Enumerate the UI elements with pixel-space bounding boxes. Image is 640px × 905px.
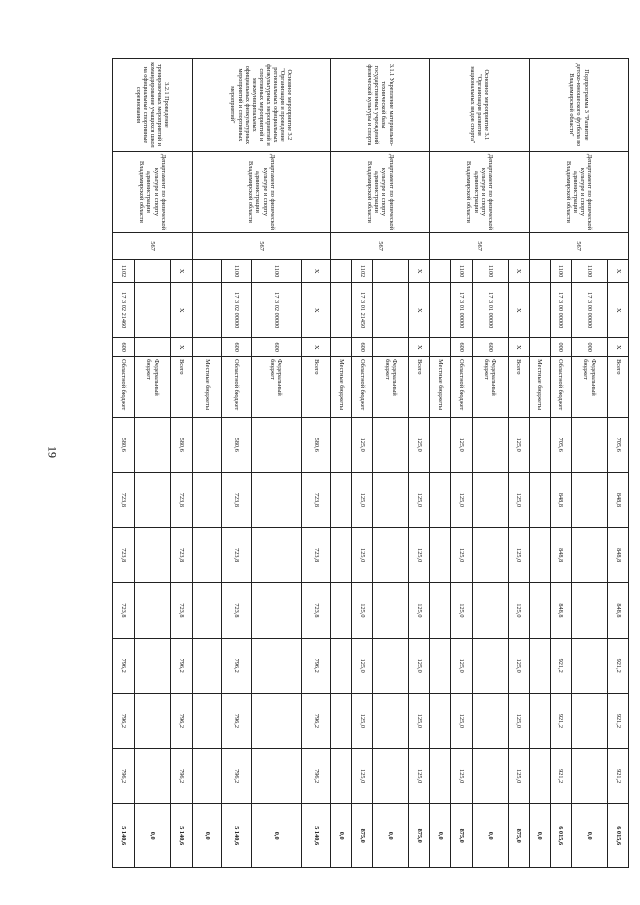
year-value-cell [529, 749, 550, 804]
rzpr-cell: 1100 [550, 260, 571, 283]
vr-cell [373, 338, 409, 357]
year-value-cell [373, 693, 409, 748]
executor-cell: Департамент по физической культуре и спорту администрации Владимирской области [113, 151, 193, 232]
year-value-cell: 921,2 [550, 749, 571, 804]
rzpr-cell: X [607, 260, 628, 283]
funding-source-cell: Всего [508, 357, 529, 417]
funding-source-cell: Областной бюджет [352, 357, 373, 417]
year-value-cell [192, 472, 221, 527]
csr-cell: X [171, 283, 192, 338]
budget-table-body [113, 59, 629, 868]
rzpr-cell: 1100 [222, 260, 251, 283]
year-value-cell: 125,0 [451, 528, 472, 583]
year-value-cell [373, 749, 409, 804]
vr-cell: 600 [472, 338, 508, 357]
year-value-cell: 125,0 [409, 472, 430, 527]
vr-cell [529, 338, 550, 357]
year-value-cell [331, 472, 352, 527]
rzpr-cell [373, 260, 409, 283]
year-value-cell [134, 749, 171, 804]
year-value-cell: 580,6 [113, 417, 135, 472]
year-value-cell: 723,8 [171, 528, 192, 583]
rzpr-cell: X [171, 260, 192, 283]
year-value-cell: 921,2 [607, 749, 628, 804]
year-value-cell [251, 472, 301, 527]
year-value-cell [430, 472, 451, 527]
year-value-cell: 705,6 [607, 417, 628, 472]
rzpr-cell: X [409, 260, 430, 283]
year-value-cell [331, 417, 352, 472]
year-value-cell: 796,2 [113, 749, 135, 804]
year-value-cell: 125,0 [352, 693, 373, 748]
year-value-cell: 796,2 [113, 693, 135, 748]
year-value-cell: 125,0 [508, 472, 529, 527]
program-name-cell: Подпрограмма 3 "Развитие детско-юношеского футбола во Владимирской области" [529, 59, 628, 152]
year-value-cell: 848,8 [550, 528, 571, 583]
year-value-cell: 796,2 [301, 693, 330, 748]
year-value-cell: 921,2 [607, 693, 628, 748]
year-value-cell: 848,8 [607, 583, 628, 638]
year-value-cell: 125,0 [409, 417, 430, 472]
year-value-cell: 125,0 [508, 528, 529, 583]
year-value-cell [430, 638, 451, 693]
vr-cell: X [607, 338, 628, 357]
year-value-cell: 921,2 [607, 638, 628, 693]
total-value-cell: 5 140,6 [301, 804, 330, 868]
year-value-cell: 125,0 [409, 749, 430, 804]
csr-cell: 17 3 00 00000 [550, 283, 571, 338]
year-value-cell [192, 638, 221, 693]
csr-cell: 17 3 01 21450 [352, 283, 373, 338]
rzpr-cell: 1100 [571, 260, 607, 283]
executor-cell: Департамент по физической культуре и спорту администрации Владимирской области [192, 151, 330, 232]
year-value-cell: 125,0 [451, 417, 472, 472]
year-value-cell [472, 528, 508, 583]
year-value-cell [251, 693, 301, 748]
total-value-cell: 5 140,6 [171, 804, 192, 868]
csr-cell: 17 3 00 00000 [571, 283, 607, 338]
csr-cell [192, 283, 221, 338]
year-value-cell [251, 638, 301, 693]
year-value-cell [373, 417, 409, 472]
year-value-cell [472, 749, 508, 804]
year-value-cell [571, 528, 607, 583]
year-value-cell [134, 583, 171, 638]
year-value-cell: 580,6 [222, 417, 251, 472]
total-value-cell: 0,0 [430, 804, 451, 868]
page-number: 19 [45, 446, 60, 458]
funding-source-cell: Всего [171, 357, 192, 417]
csr-cell [430, 283, 451, 338]
year-value-cell: 125,0 [508, 417, 529, 472]
vr-cell: 600 [113, 338, 135, 357]
vr-cell [134, 338, 171, 357]
year-value-cell [373, 638, 409, 693]
year-value-cell: 125,0 [409, 583, 430, 638]
total-value-cell: 0,0 [331, 804, 352, 868]
total-value-cell: 875,0 [409, 804, 430, 868]
vr-cell: 600 [352, 338, 373, 357]
csr-cell [373, 283, 409, 338]
year-value-cell: 125,0 [409, 693, 430, 748]
vr-cell: 600 [222, 338, 251, 357]
rzpr-cell: 1100 [451, 260, 472, 283]
funding-source-cell: Федеральный бюджет [373, 357, 409, 417]
grbs-cell: 567 [113, 233, 193, 260]
year-value-cell [529, 583, 550, 638]
rzpr-cell: X [301, 260, 330, 283]
year-value-cell: 796,2 [222, 749, 251, 804]
year-value-cell [192, 528, 221, 583]
total-value-cell: 875,0 [352, 804, 373, 868]
year-value-cell: 125,0 [451, 749, 472, 804]
year-value-cell [331, 749, 352, 804]
year-value-cell: 125,0 [352, 638, 373, 693]
year-value-cell: 125,0 [352, 417, 373, 472]
total-value-cell: 0,0 [251, 804, 301, 868]
year-value-cell [331, 583, 352, 638]
funding-source-cell: Федеральный бюджет [134, 357, 171, 417]
table-row [171, 59, 192, 868]
rzpr-cell: 1102 [352, 260, 373, 283]
csr-cell: 17 3 02 21460 [113, 283, 135, 338]
total-value-cell: 0,0 [571, 804, 607, 868]
year-value-cell: 796,2 [301, 749, 330, 804]
year-value-cell: 125,0 [352, 583, 373, 638]
grbs-cell: 567 [192, 233, 330, 260]
year-value-cell [472, 472, 508, 527]
rzpr-cell [430, 260, 451, 283]
csr-cell: 17 3 01 00000 [451, 283, 472, 338]
rzpr-cell: 1100 [251, 260, 301, 283]
year-value-cell: 125,0 [409, 638, 430, 693]
year-value-cell: 848,8 [607, 472, 628, 527]
year-value-cell: 796,2 [301, 638, 330, 693]
year-value-cell [571, 583, 607, 638]
year-value-cell: 125,0 [451, 693, 472, 748]
table-row [301, 59, 330, 868]
total-value-cell: 0,0 [134, 804, 171, 868]
year-value-cell [529, 638, 550, 693]
year-value-cell [430, 583, 451, 638]
year-value-cell [331, 638, 352, 693]
vr-cell: X [301, 338, 330, 357]
vr-cell: X [409, 338, 430, 357]
executor-cell: Департамент по физической культуре и спорту администрации Владимирской области [529, 151, 628, 232]
year-value-cell: 125,0 [451, 472, 472, 527]
year-value-cell: 125,0 [508, 583, 529, 638]
table-row [508, 59, 529, 868]
funding-source-cell: Всего [607, 357, 628, 417]
total-value-cell: 0,0 [472, 804, 508, 868]
year-value-cell: 723,8 [222, 528, 251, 583]
program-name-cell: Основное мероприятие 3.1 "Организация развития национальных видов спорта" [430, 59, 529, 152]
year-value-cell [134, 528, 171, 583]
program-name-cell: 3.1.1 Укрепление материально-технической базы государственных учреждений физической культуры и спорта [331, 59, 430, 152]
year-value-cell [430, 749, 451, 804]
year-value-cell: 580,6 [171, 417, 192, 472]
rzpr-cell: 1100 [472, 260, 508, 283]
year-value-cell: 723,8 [301, 472, 330, 527]
funding-source-cell: Федеральный бюджет [251, 357, 301, 417]
csr-cell: X [409, 283, 430, 338]
vr-cell [331, 338, 352, 357]
year-value-cell [373, 528, 409, 583]
budget-table [112, 58, 629, 868]
grbs-cell: 567 [430, 233, 529, 260]
funding-source-cell: Областной бюджет [550, 357, 571, 417]
vr-cell [192, 338, 221, 357]
year-value-cell [571, 417, 607, 472]
total-value-cell: 0,0 [373, 804, 409, 868]
year-value-cell [134, 417, 171, 472]
total-value-cell: 6 015,6 [550, 804, 571, 868]
rzpr-cell [134, 260, 171, 283]
year-value-cell: 125,0 [352, 749, 373, 804]
year-value-cell: 723,8 [113, 528, 135, 583]
funding-source-cell: Всего [301, 357, 330, 417]
csr-cell: X [607, 283, 628, 338]
total-value-cell: 0,0 [529, 804, 550, 868]
year-value-cell: 125,0 [352, 472, 373, 527]
year-value-cell [529, 528, 550, 583]
year-value-cell [472, 638, 508, 693]
funding-source-cell: Всего [409, 357, 430, 417]
year-value-cell: 723,8 [113, 583, 135, 638]
year-value-cell [430, 693, 451, 748]
year-value-cell: 848,8 [550, 472, 571, 527]
year-value-cell: 796,2 [171, 693, 192, 748]
year-value-cell: 580,6 [301, 417, 330, 472]
executor-cell: Департамент по физической культуре и спорту администрации Владимирской области [430, 151, 529, 232]
grbs-cell: 567 [529, 233, 628, 260]
total-value-cell: 0,0 [192, 804, 221, 868]
year-value-cell: 848,8 [550, 583, 571, 638]
funding-source-cell: Областной бюджет [451, 357, 472, 417]
vr-cell: X [508, 338, 529, 357]
year-value-cell: 723,8 [222, 472, 251, 527]
year-value-cell: 705,6 [550, 417, 571, 472]
year-value-cell: 125,0 [508, 693, 529, 748]
year-value-cell [472, 583, 508, 638]
year-value-cell: 848,8 [607, 528, 628, 583]
csr-cell: X [301, 283, 330, 338]
year-value-cell [571, 693, 607, 748]
year-value-cell: 125,0 [451, 638, 472, 693]
total-value-cell: 875,0 [451, 804, 472, 868]
rotated-table-wrapper [112, 58, 629, 868]
csr-cell: X [508, 283, 529, 338]
year-value-cell [251, 417, 301, 472]
vr-cell: X [171, 338, 192, 357]
csr-cell [529, 283, 550, 338]
year-value-cell: 125,0 [409, 528, 430, 583]
year-value-cell [529, 472, 550, 527]
csr-cell [134, 283, 171, 338]
year-value-cell [331, 693, 352, 748]
year-value-cell: 723,8 [113, 472, 135, 527]
total-value-cell: 5 140,6 [113, 804, 135, 868]
funding-source-cell: Местные бюджеты [331, 357, 352, 417]
year-value-cell [251, 528, 301, 583]
year-value-cell [571, 472, 607, 527]
vr-cell: 000 [571, 338, 607, 357]
year-value-cell [571, 749, 607, 804]
csr-cell: 17 3 02 00000 [251, 283, 301, 338]
csr-cell [331, 283, 352, 338]
year-value-cell: 723,8 [301, 583, 330, 638]
year-value-cell [331, 528, 352, 583]
rzpr-cell: 1102 [113, 260, 135, 283]
year-value-cell: 796,2 [171, 638, 192, 693]
funding-source-cell: Областной бюджет [113, 357, 135, 417]
total-value-cell: 875,0 [508, 804, 529, 868]
year-value-cell [373, 472, 409, 527]
year-value-cell [192, 583, 221, 638]
program-name-cell: Основное мероприятие 3.2 "Организация и проведение региональных официальных физкультурных мероприятий и спортивных мероприятий и межмуниципальных официальных физкультурных мероприятий и спортивных мероприятий" [192, 59, 330, 152]
year-value-cell: 125,0 [451, 583, 472, 638]
year-value-cell: 796,2 [222, 693, 251, 748]
year-value-cell: 723,8 [171, 472, 192, 527]
rzpr-cell: X [508, 260, 529, 283]
funding-source-cell: Местные бюджеты [430, 357, 451, 417]
year-value-cell [571, 638, 607, 693]
total-value-cell: 5 140,6 [222, 804, 251, 868]
year-value-cell [192, 749, 221, 804]
year-value-cell [430, 528, 451, 583]
csr-cell: 17 3 02 00000 [222, 283, 251, 338]
year-value-cell: 796,2 [171, 749, 192, 804]
year-value-cell [192, 693, 221, 748]
vr-cell: 600 [251, 338, 301, 357]
year-value-cell [251, 583, 301, 638]
csr-cell: 17 3 01 00000 [472, 283, 508, 338]
year-value-cell [251, 749, 301, 804]
year-value-cell: 796,2 [113, 638, 135, 693]
vr-cell: 600 [451, 338, 472, 357]
year-value-cell [529, 693, 550, 748]
funding-source-cell: Федеральный бюджет [472, 357, 508, 417]
funding-source-cell: Местные бюджеты [529, 357, 550, 417]
executor-cell: Департамент по физической культуре и спорту администрации Владимирской области [331, 151, 430, 232]
year-value-cell: 796,2 [222, 638, 251, 693]
table-row [607, 59, 628, 868]
year-value-cell: 723,8 [222, 583, 251, 638]
year-value-cell [134, 693, 171, 748]
year-value-cell: 921,2 [550, 693, 571, 748]
year-value-cell [373, 583, 409, 638]
year-value-cell: 723,8 [171, 583, 192, 638]
year-value-cell: 125,0 [352, 528, 373, 583]
year-value-cell [529, 417, 550, 472]
grbs-cell: 567 [331, 233, 430, 260]
year-value-cell [134, 638, 171, 693]
year-value-cell: 723,8 [301, 528, 330, 583]
total-value-cell: 6 015,6 [607, 804, 628, 868]
year-value-cell [472, 693, 508, 748]
program-name-cell: 3.2.1 Проведение тренировочных мероприятий и командирование учащихся школ на официальные спортивные соревнования [113, 59, 193, 152]
rzpr-cell [529, 260, 550, 283]
year-value-cell: 921,2 [550, 638, 571, 693]
funding-source-cell: Федеральный бюджет [571, 357, 607, 417]
vr-cell [430, 338, 451, 357]
year-value-cell [134, 472, 171, 527]
funding-source-cell: Областной бюджет [222, 357, 251, 417]
table-row [409, 59, 430, 868]
vr-cell: 000 [550, 338, 571, 357]
rzpr-cell [331, 260, 352, 283]
rzpr-cell [192, 260, 221, 283]
year-value-cell [192, 417, 221, 472]
year-value-cell [430, 417, 451, 472]
year-value-cell: 125,0 [508, 749, 529, 804]
year-value-cell: 125,0 [508, 638, 529, 693]
year-value-cell [472, 417, 508, 472]
funding-source-cell: Местные бюджеты [192, 357, 221, 417]
